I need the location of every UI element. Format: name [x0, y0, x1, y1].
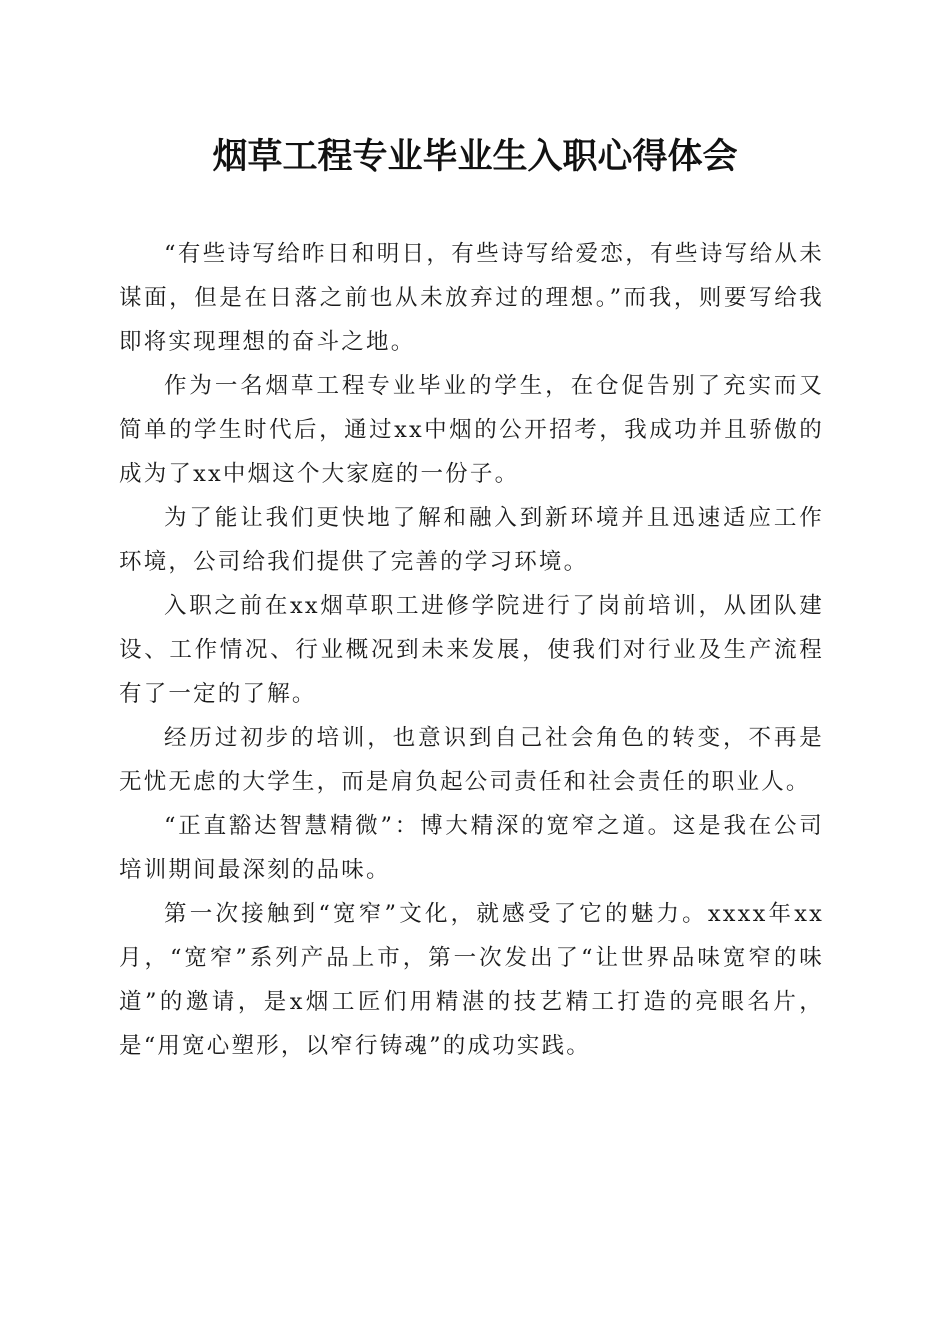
document-title: 烟草工程专业毕业生入职心得体会	[212, 136, 738, 177]
paragraph-4: 入职之前在xx烟草职工进修学院进行了岗前培训，从团队建设、工作情况、行业概况到未来发展，使我们对行业及生产流程有了一定的了解。	[119, 593, 824, 707]
paragraph-1: “有些诗写给昨日和明日，有些诗写给爱恋，有些诗写给从未谋面，但是在日落之前也从未放弃过的理想。”而我，则要写给我即将实现理想的奋斗之地。	[119, 241, 824, 355]
paragraph-2: 作为一名烟草工程专业毕业的学生，在仓促告别了充实而又简单的学生时代后，通过xx中烟的公开招考，我成功并且骄傲的成为了xx中烟这个大家庭的一份子。	[119, 373, 824, 487]
document-body	[119, 232, 824, 1068]
paragraph-7: 第一次接触到“宽窄”文化，就感受了它的魅力。xxxx年xx月，“宽窄”系列产品上市，第一次发出了“让世界品味宽窄的味道”的邀请，是x烟工匠们用精湛的技艺精工打造的亮眼名片，是“用宽心塑形，以窄行铸魂”的成功实践。	[119, 901, 824, 1059]
paragraph-5: 经历过初步的培训，也意识到自己社会角色的转变，不再是无忧无虑的大学生，而是肩负起公司责任和社会责任的职业人。	[119, 725, 824, 795]
paragraph-6: “正直豁达智慧精微”：博大精深的宽窄之道。这是我在公司培训期间最深刻的品味。	[119, 813, 824, 883]
paragraph-3: 为了能让我们更快地了解和融入到新环境并且迅速适应工作环境，公司给我们提供了完善的学习环境。	[119, 505, 824, 575]
